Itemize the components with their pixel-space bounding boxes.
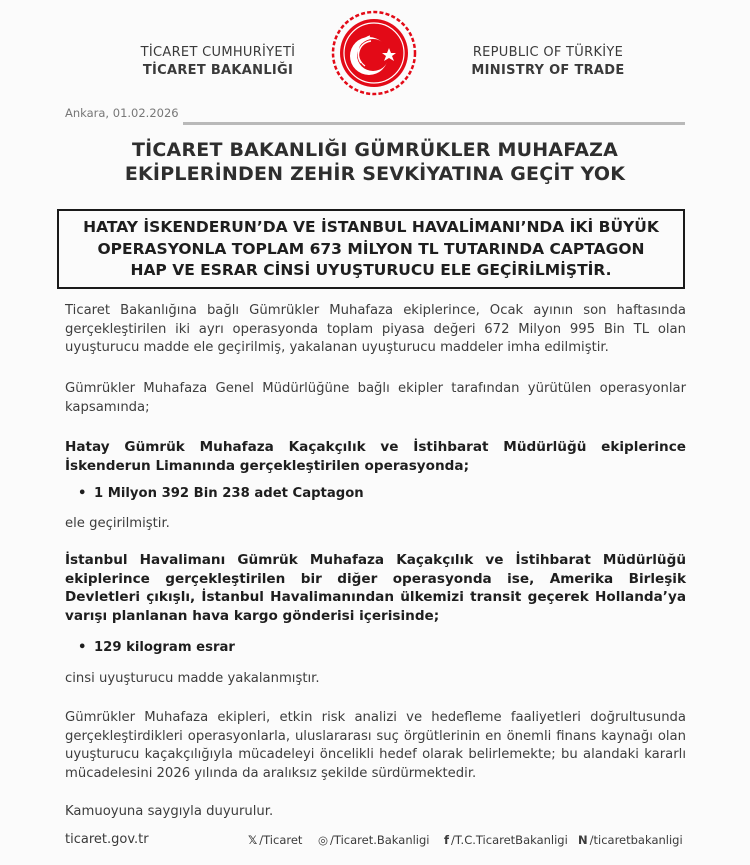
bullet-icon: • [78,486,87,501]
subtitle-line1: HATAY İSKENDERUN’DA VE İSTANBUL HAVALİMANI’NDA İKİ BÜYÜK [83,218,659,236]
paragraph-caught: cinsi uyuşturucu madde yakalanmıştır. [65,671,320,686]
ministry-name-en-line1: REPUBLIC OF TÜRKİYE [472,45,624,60]
ministry-name-en-line2: MINISTRY OF TRADE [471,63,625,78]
subtitle-text [59,217,683,282]
subtitle-line3: HAP VE ESRAR CİNSİ UYUŞTURUCU ELE GEÇİRİLMİŞTİR. [130,261,612,279]
ministry-name-line1: TİCARET CUMHURİYETİ [140,45,296,60]
page-title [40,138,710,186]
ministry-name-line2: TİCARET BAKANLIĞI [142,63,294,78]
nsosyal-handle: /ticaretbakanligi [589,833,683,847]
bullet-cannabis-text: 129 kilogram esrar [94,640,235,655]
ministry-logo [331,10,417,96]
paragraph-conclusion: Gümrükler Muhafaza ekipleri, etkin risk analizi ve hedefleme faaliyetleri doğrultusunda gerçekleştirdikleri operasyonlarla, uluslararası suç örgütlerinin en önemli finans kaynağı olan uyuşturucu kaçakçılığıyla mücadeleyi öncelikli hedef olarak belirlemekte; bu alandaki kararlı mücadelesini 2026 yılında da aralıksız şekilde sürdürmektedir. [65,710,686,781]
x-icon: 𝕏 [248,833,258,847]
instagram-social-link[interactable] [318,833,430,847]
ministry-name-turkish [118,44,318,80]
x-handle: /Ticaret [259,833,303,847]
paragraph-scope: Gümrükler Muhafaza Genel Müdürlüğüne bağlı ekipler tarafından yürütülen operasyonlar kapsamında; [65,381,686,415]
paragraph-announcement: Kamuoyuna saygıyla duyurulur. [65,804,274,819]
facebook-handle: /T.C.TicaretBakanligi [451,833,568,847]
x-social-link[interactable] [248,833,302,847]
instagram-icon: ◎ [318,833,329,847]
paragraph-seized: ele geçirilmiştir. [65,516,170,531]
paragraph-hatay-operation: Hatay Gümrük Muhafaza Kaçakçılık ve İstihbarat Müdürlüğü ekiplerince İskenderun Limanında gerçekleştirilen operasyonda; [65,439,686,474]
subtitle-line2: OPERASYONLA TOPLAM 673 MİLYON TL TUTARINDA CAPTAGON [97,239,645,258]
bullet-captagon-text: 1 Milyon 392 Bin 238 adet Captagon [94,486,364,501]
facebook-icon: f [444,833,450,847]
bullet-cannabis [78,640,235,655]
website-link[interactable]: ticaret.gov.tr [65,832,149,847]
title-line1: TİCARET BAKANLIĞI GÜMRÜKLER MUHAFAZA [131,139,618,161]
title-line2: EKİPLERİNDEN ZEHİR SEVKİYATINA GEÇİT YOK [124,163,626,185]
paragraph-intro: Ticaret Bakanlığına bağlı Gümrükler Muhafaza ekiplerince, Ocak ayının son haftasında gerçekleştirilen iki ayrı operasyonda toplam piyasa değeri 672 Milyon 995 Bin TL olan uyuşturucu madde ele geçirilmiş, yakalanan uyuşturucu maddeler imha edilmiştir. [65,303,686,355]
nsosyal-icon: N [578,833,588,847]
bullet-captagon [78,486,364,501]
instagram-handle: /Ticaret.Bakanligi [330,833,430,847]
facebook-social-link[interactable] [444,833,568,847]
paragraph-istanbul-operation: İstanbul Havalimanı Gümrük Muhafaza Kaçakçılık ve İstihbarat Müdürlüğü ekiplerince gerçekleştirilen bir diğer operasyonda ise, Amerika Birleşik Devletleri çıkışlı, İstanbul Havalimanından ülkemizi transit geçerek Hollanda’ya varışı planlanan hava kargo gönderisi içerisinde; [65,552,686,624]
header-divider [183,122,685,125]
subtitle-box [57,209,685,289]
ministry-name-english [448,44,648,80]
press-release-date: Ankara, 01.02.2026 [65,106,179,120]
nsosyal-social-link[interactable] [578,833,683,847]
bullet-icon: • [78,640,87,655]
